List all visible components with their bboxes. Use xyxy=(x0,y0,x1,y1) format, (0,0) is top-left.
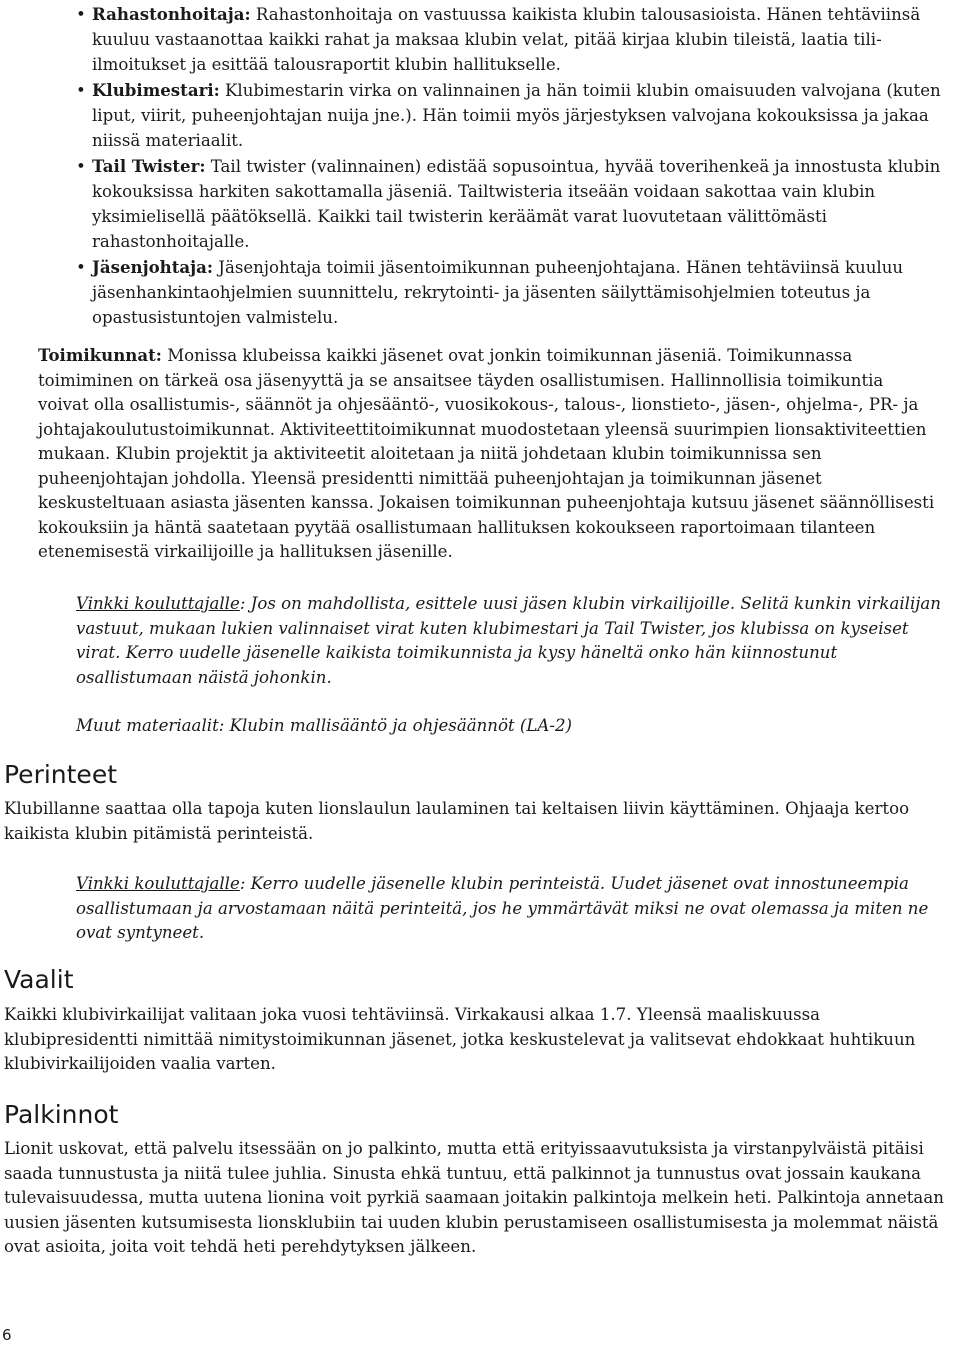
bullet-label: Klubimestari: xyxy=(92,80,220,100)
page-number: 6 xyxy=(2,1326,12,1344)
heading-perinteet: Perinteet xyxy=(4,760,118,789)
perinteet-text: Klubillanne saattaa olla tapoja kuten lionslaulun laulaminen tai keltaisen liivin käyttäminen. Ohjaaja kertoo kaikista klubin pitämistä perinteistä. xyxy=(4,799,910,843)
tip-text: : Kerro uudelle jäsenelle klubin perinteistä. Uudet jäsenet ovat innostuneempia osallistumaan ja arvostamaan näitä perinteitä, jos he ymmärtävät miksi ne ovat olemassa ja miten ne ovat syntyneet. xyxy=(76,874,929,942)
bullet-label: Rahastonhoitaja: xyxy=(92,4,251,24)
bullet-icon: • xyxy=(76,5,86,24)
other-materials: Muut materiaalit: Klubin mallisääntö ja ohjesäännöt (LA-2) xyxy=(76,716,573,735)
bullet-icon: • xyxy=(76,81,86,100)
list-item-tail-twister xyxy=(76,154,946,254)
trainer-tip-officers xyxy=(76,592,946,690)
vaalit-text: Kaikki klubivirkailijat valitaan joka vuosi tehtäviinsä. Virkakausi alkaa 1.7. Yleensä maaliskuussa klubipresidentti nimittää nimitystoimikunnan jäsenet, jotka keskustelevat ja valitsevat ehdokkaat huhtikuun klubivirkailijoiden vaalia varten. xyxy=(4,1005,916,1073)
officer-list xyxy=(76,2,946,331)
list-item-rahastonhoitaja xyxy=(76,2,946,77)
list-item-klubimestari xyxy=(76,78,946,153)
toimikunnat-label: Toimikunnat: xyxy=(38,345,162,365)
bullet-text: Rahastonhoitaja on vastuussa kaikista klubin talousasioista. Hänen tehtäviinsä kuuluu vastaanottaa kaikki rahat ja maksaa klubin velat, pitää kirjaa klubin tileistä, laatia tili-ilmoitukset ja esittää talousraportit klubin hallitukselle. xyxy=(92,5,921,74)
tip-text: : Jos on mahdollista, esittele uusi jäsen klubin virkailijoille. Selitä kunkin virkailijan vastuut, mukaan lukien valinnaiset virat kuten klubimestari ja Tail Twister, jos klubissa on kyseiset virat. Kerro uudelle jäsenelle kaikista toimikunnista ja kysy häneltä onko hän kiinnostunut osallistumaan näistä johonkin. xyxy=(76,594,941,687)
tip-label: Vinkki kouluttajalle xyxy=(76,594,240,613)
palkinnot-text: Lionit uskovat, että palvelu itsessään on jo palkinto, mutta että erityissaavutuksista ja virstanpylväistä pitäisi saada tunnustusta ja niitä tulee juhlia. Sinusta ehkä tuntuu, että palkinnot ja tunnustus ovat jossain kaukana tulevaisuudessa, mutta uutena lionina voit pyrkiä saamaan joitakin palkintoja melkein heti. Palkintoja annetaan uusien jäsenten kutsumisesta lionsklubiin tai uuden klubin perustamiseen osallistumisesta ja molemmat näistä ovat asioita, joita voit tehdä heti perehdytyksen jälkeen. xyxy=(4,1139,944,1256)
toimikunnat-paragraph xyxy=(38,343,938,565)
bullet-label: Jäsenjohtaja: xyxy=(92,257,214,277)
heading-vaalit: Vaalit xyxy=(4,965,74,994)
bullet-icon: • xyxy=(76,258,86,277)
bullet-text: Tail twister (valinnainen) edistää sopusointua, hyvää toverihenkeä ja innostusta klubin kokouksissa harkiten sakottamalla jäseniä. Tailtwisteria itseään voidaan sakottaa vain klubin yksimielisellä päätöksellä. Kaikki tail twisterin keräämät varat luovutetaan välittömästi rahastonhoitajalle. xyxy=(92,157,941,251)
tip-label: Vinkki kouluttajalle xyxy=(76,874,240,893)
bullet-text: Jäsenjohtaja toimii jäsentoimikunnan puheenjohtajana. Hänen tehtäviinsä kuuluu jäsenhankintaohjelmien suunnittelu, rekrytointi- ja jäsenten säilyttämisohjelmien toteutus ja opastusistuntojen valmistelu. xyxy=(92,258,904,327)
bullet-label: Tail Twister: xyxy=(92,156,206,176)
toimikunnat-text: Monissa klubeissa kaikki jäsenet ovat jonkin toimikunnan jäseniä. Toimikunnassa toimiminen on tärkeä osa jäsenyyttä ja se ansaitsee täyden osallistumisen. Hallinnollisia toimikuntia voivat olla osallistumis-, säännöt ja ohjesääntö-, vuosikokous-, talous-, lionstieto-, jäsen-, ohjelma-, PR- ja johtajakoulutustoimikunnat. Aktiviteettitoimikunnat muodostetaan yleensä suurimpien lionsaktiviteettien mukaan. Klubin projektit ja aktiviteetit aloitetaan ja niitä johdetaan klubin toimikunnissa sen puheenjohtajan johdolla. Yleensä presidentti nimittää puheenjohtajan ja toimikunnan jäsenet keskusteltuaan asiasta jäsenten kanssa. Jokaisen toimikunnan puheenjohtaja kutsuu jäsenet säännöllisesti kokouksiin ja häntä saatetaan pyytää osallistumaan hallituksen kokoukseen raportoimaan tilanteen etenemisestä virkailijoille ja hallituksen jäsenille. xyxy=(38,346,935,561)
bullet-text: Klubimestarin virka on valinnainen ja hän toimii klubin omaisuuden valvojana (kuten liput, viirit, puheenjohtajan nuija jne.). Hän toimii myös järjestyksen valvojana kokouksissa ja jakaa niissä materiaalit. xyxy=(92,81,941,150)
trainer-tip-traditions xyxy=(76,872,946,946)
heading-palkinnot: Palkinnot xyxy=(4,1100,119,1129)
list-item-jasenjohtaja xyxy=(76,255,946,330)
bullet-icon: • xyxy=(76,157,86,176)
